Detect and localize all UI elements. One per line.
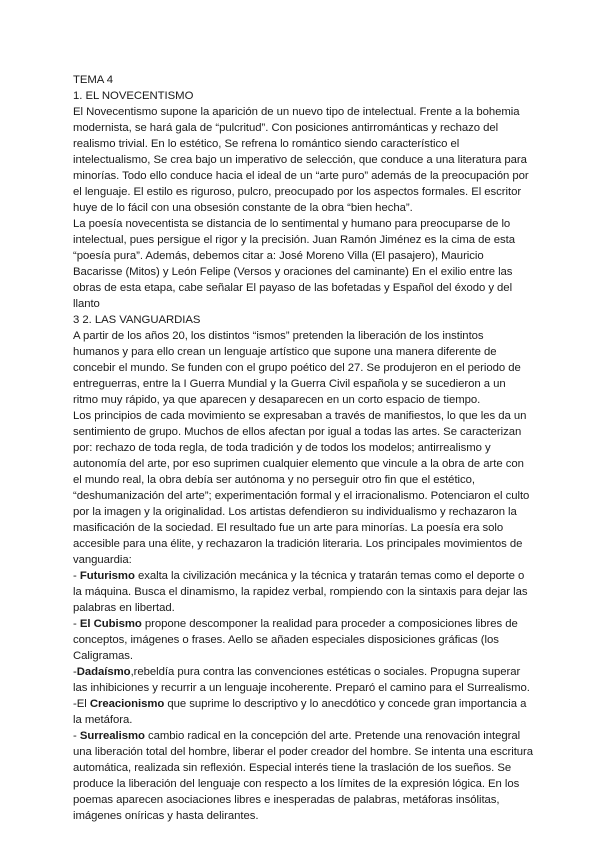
text-line: automática, realizada sin reflexión. Especial interés tiene la traslación de los sueños. Se bbox=[73, 762, 512, 774]
text-line: produce la liberación del lenguaje con respecto a los límites de la expresión lógica. En los bbox=[73, 778, 520, 790]
list-prefix: -El bbox=[73, 698, 90, 710]
text-line: minorías. Todo ello conduce hacia el ideal de un “arte puro” además de la preocupación por bbox=[73, 170, 529, 182]
text-line: una liberación total del hombre, liberar el poder creador del hombre. Se intenta una escritura bbox=[73, 746, 534, 758]
list-prefix: - bbox=[73, 666, 77, 678]
text-line: huye de lo fácil con una obsesión constante de la obra “bien hecha”. bbox=[73, 202, 413, 214]
movement-surrealismo bbox=[73, 728, 532, 824]
list-prefix: - bbox=[73, 618, 80, 630]
text-line: obras de esta etapa, cabe señalar El payaso de las bofetadas y Español del éxodo y del bbox=[73, 282, 513, 294]
text-line: Los principios de cada movimiento se expresaban a través de manifiestos, lo que les da un bbox=[73, 410, 527, 422]
text-line: El Novecentismo supone la aparición de un nuevo tipo de intelectual. Frente a la bohemia bbox=[73, 106, 520, 118]
movement-dadaismo bbox=[73, 664, 532, 696]
text-line: imágenes oníricas y hasta delirantes. bbox=[73, 810, 259, 822]
movement-name: El Cubismo bbox=[79, 618, 142, 630]
section-body bbox=[73, 104, 532, 312]
movement-first-line bbox=[73, 664, 532, 680]
text-line: “poesía pura”. Además, debemos citar a: José Moreno Villa (El pasajero), Mauricio bbox=[73, 250, 484, 262]
movements-list bbox=[73, 568, 532, 824]
text-line: por: rechazo de toda regla, de toda tradición y de todos los modelos; antirrealismo y bbox=[73, 442, 491, 454]
text-line: autonomía del arte, por eso suprimen cualquier elemento que vincule a la obra de arte con bbox=[73, 458, 524, 470]
text-line: Caligramas. bbox=[73, 650, 133, 662]
text-line: las inhibiciones y recurrir a un lenguaje incoherente. Preparó el camino para el Surrealismo. bbox=[73, 682, 530, 694]
text-line: el mundo real, la obra debía ser autónoma y no perseguir otro fin que el estético, bbox=[73, 474, 475, 486]
section-vanguardias bbox=[73, 312, 532, 824]
movement-name: Creacionismo bbox=[89, 698, 165, 710]
text-line: la máquina. Busca el dinamismo, la rapidez verbal, rompiendo con la sintaxis para dejar las bbox=[73, 586, 528, 598]
movement-name: Futurismo bbox=[79, 570, 135, 582]
section-title: 1. EL NOVECENTISMO bbox=[73, 90, 194, 102]
movement-text: exalta la civilización mecánica y la técnica y tratarán temas como el deporte o bbox=[134, 570, 525, 582]
text-line: vanguardia: bbox=[73, 554, 132, 566]
text-line: poemas aparecen asociaciones libres e inesperadas de palabras, metáforas insólitas, bbox=[73, 794, 500, 806]
movement-cubismo bbox=[73, 616, 532, 664]
text-line: entreguerras, entre la I Guerra Mundial y la Guerra Civil española y se sucedieron a un bbox=[73, 378, 506, 390]
text-line: A partir de los años 20, los distintos “ismos” pretenden la liberación de los instintos bbox=[73, 330, 484, 342]
movement-first-line bbox=[73, 616, 532, 632]
movement-first-line bbox=[73, 696, 532, 712]
movement-creacionismo bbox=[73, 696, 532, 728]
text-line: el lenguaje. El estilo es riguroso, pulcro, preocupado por los aspectos formales. El escritor bbox=[73, 186, 522, 198]
text-line: ritmo muy rápido, ya que aparecen y desaparecen en un corto espacio de tiempo. bbox=[73, 394, 481, 406]
text-line: humanos y para ello crean un lenguaje artístico que supone una manera diferente de bbox=[73, 346, 497, 358]
section-novecentismo bbox=[73, 88, 532, 312]
movement-name: Dadaísmo bbox=[76, 666, 131, 678]
text-line: Bacarisse (Mitos) y León Felipe (Versos y oraciones del caminante) En el exilio entre las bbox=[73, 266, 513, 278]
movement-text: propone descomponer la realidad para proceder a composiciones libres de bbox=[141, 618, 518, 630]
text-line: llanto bbox=[73, 298, 100, 310]
text-line: masificación de la sociedad. El resultado fue un arte para minorías. La poesía era solo bbox=[73, 522, 504, 534]
movement-text: ,rebeldía pura contra las convenciones estéticas o sociales. Propugna superar bbox=[130, 666, 521, 678]
text-line: intelectual, pues persigue el rigor y la precisión. Juan Ramón Jiménez es la cima de esta bbox=[73, 234, 515, 246]
movement-first-line bbox=[73, 728, 532, 744]
movement-text: que suprime lo descriptivo y lo anecdótico y concede gran importancia a bbox=[164, 698, 527, 710]
text-line: intelectualismo, Se crea bajo un imperativo de selección, que conduce a una literatura para bbox=[73, 154, 527, 166]
movement-first-line bbox=[73, 568, 532, 584]
movement-futurismo bbox=[73, 568, 532, 616]
text-line: por la imagen y la originalidad. Los artistas defendieron su individualismo y rechazaron la bbox=[73, 506, 517, 518]
section-body bbox=[73, 328, 532, 568]
list-prefix: - bbox=[73, 730, 80, 742]
text-line: la metáfora. bbox=[73, 714, 133, 726]
text-line: conceptos, imágenes o frases. Aello se añaden especiales disposiciones gráficas (los bbox=[73, 634, 499, 646]
section-title: 3 2. LAS VANGUARDIAS bbox=[73, 314, 201, 326]
text-line: palabras en libertad. bbox=[73, 602, 175, 614]
document-heading: TEMA 4 bbox=[73, 74, 114, 86]
text-line: La poesía novecentista se distancia de lo sentimental y humano para preocuparse de lo bbox=[73, 218, 511, 230]
text-line: accesible para una élite, y rechazaron la tradición literaria. Los principales movimientos de bbox=[73, 538, 523, 550]
text-line: realismo trivial. En lo estético, Se refrena lo romántico siendo característico el bbox=[73, 138, 460, 150]
movement-text: cambio radical en la concepción del arte. Pretende una renovación integral bbox=[144, 730, 521, 742]
list-prefix: - bbox=[73, 570, 80, 582]
text-line: modernista, se hará gala de “pulcritud”. Con posiciones antirrománticas y rechazo del bbox=[73, 122, 499, 134]
movement-name: Surrealismo bbox=[79, 730, 145, 742]
text-line: sentimiento de grupo. Muchos de ellos afectan por igual a todas las artes. Se caracterizan bbox=[73, 426, 522, 438]
text-line: concebir el mundo. Se funden con el grupo poético del 27. Se produjeron en el periodo de bbox=[73, 362, 521, 374]
text-line: “deshumanización del arte”; experimentación formal y el irracionalismo. Potenciaron el culto bbox=[73, 490, 530, 502]
